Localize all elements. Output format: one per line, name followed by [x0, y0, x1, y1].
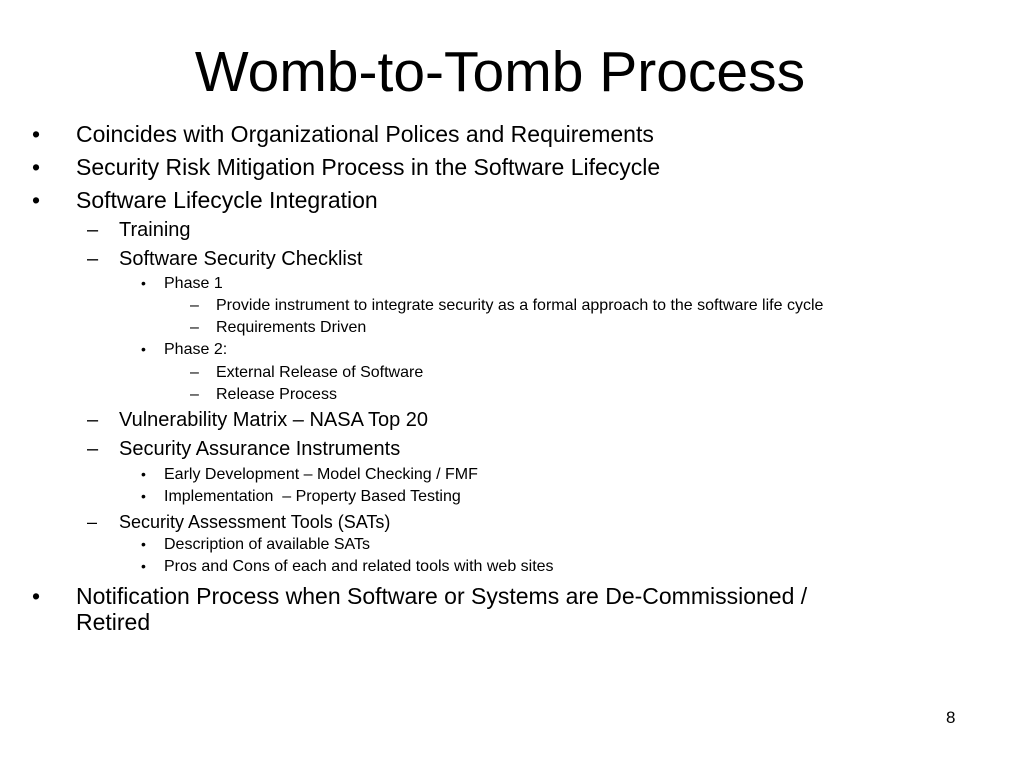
page-number: 8 — [946, 708, 956, 727]
bullet-text: Software Lifecycle Integration — [76, 187, 378, 213]
sub-item-text: Security Assessment Tools (SATs) — [119, 512, 391, 532]
bullet-dash: – — [87, 248, 99, 270]
sub-sub-item-text: Early Development – Model Checking / FMF — [164, 466, 478, 483]
bullet-text: Notification Process when Software or Systems are De-Commissioned / — [76, 583, 808, 609]
bullet-dot: • — [141, 558, 146, 574]
detail-item-text: Requirements Driven — [216, 319, 367, 336]
sub-sub-item-text: Implementation – Property Based Testing — [164, 488, 461, 505]
bullet-dot: • — [141, 536, 146, 552]
bullet-text: Coincides with Organizational Polices and Requirements — [76, 121, 654, 147]
sub-sub-item-text: Phase 1 — [164, 275, 223, 292]
sub-sub-item-text: Pros and Cons of each and related tools with web sites — [164, 558, 554, 575]
bullet-dash: – — [190, 319, 199, 336]
sub-item-text: Vulnerability Matrix – NASA Top 20 — [119, 409, 429, 431]
sub-sub-item-text: Phase 2: — [164, 341, 228, 358]
detail-item-text: External Release of Software — [216, 364, 424, 381]
bullet-dot: • — [141, 275, 146, 291]
sub-sub-item-text: Description of available SATs — [164, 536, 371, 553]
bullet-dash: – — [87, 512, 98, 532]
sub-item-text: Security Assurance Instruments — [119, 438, 401, 460]
bullet-text: Security Risk Mitigation Process in the Software Lifecycle — [76, 154, 661, 180]
bullet-dot: • — [32, 154, 41, 180]
bullet-text: Retired — [76, 609, 151, 635]
detail-item-text: Release Process — [216, 386, 337, 403]
bullet-dash: – — [87, 438, 99, 460]
bullet-dash: – — [87, 409, 99, 431]
sub-item-text: Software Security Checklist — [119, 248, 363, 270]
bullet-dash: – — [190, 386, 199, 403]
bullet-dot: • — [141, 466, 146, 482]
bullet-dash: – — [190, 364, 199, 381]
bullet-dot: • — [32, 121, 41, 147]
bullet-dot: • — [141, 341, 146, 357]
bullet-dash: – — [87, 219, 99, 241]
bullet-dot: • — [32, 583, 41, 609]
bullet-dash: – — [190, 297, 199, 314]
bullet-dot: • — [32, 187, 41, 213]
sub-item-text: Training — [119, 219, 191, 241]
slide-title: Womb-to-Tomb Process — [194, 40, 806, 104]
detail-item-text: Provide instrument to integrate security as a formal approach to the software life cycle — [216, 297, 824, 314]
bullet-dot: • — [141, 488, 146, 504]
